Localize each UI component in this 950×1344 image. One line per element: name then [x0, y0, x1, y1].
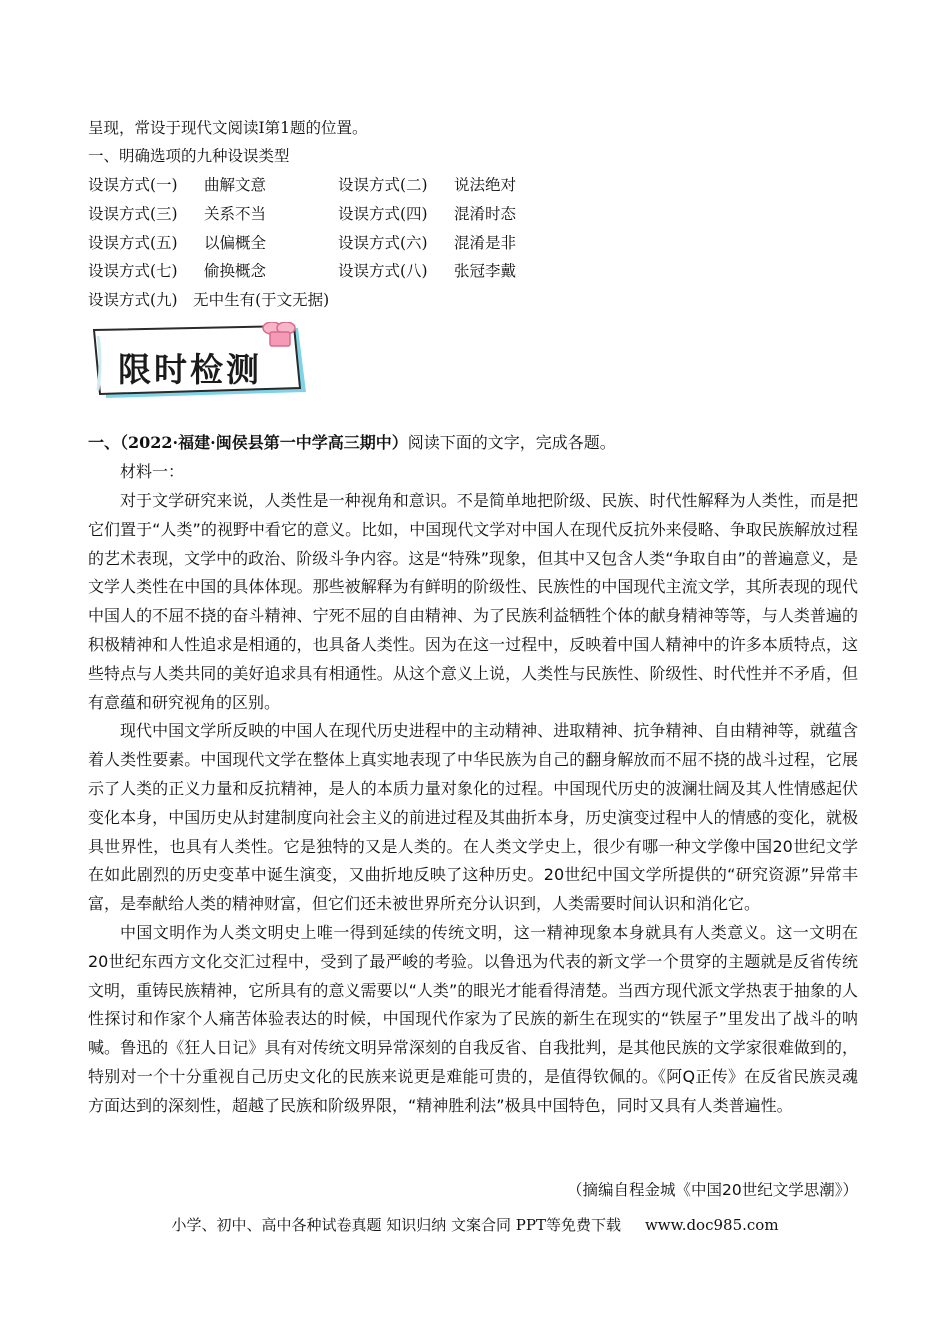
- footer: [0, 1214, 950, 1235]
- error-type-label: 设误方式(二): [338, 176, 428, 194]
- error-type-row: [88, 233, 517, 253]
- material-label-block: [88, 458, 858, 487]
- intro-line: 呈现，常设于现代文阅读Ⅰ第1题的位置。: [88, 119, 368, 137]
- error-type-value: 混淆时态: [454, 205, 517, 223]
- error-type-label: 设误方式(七): [88, 262, 178, 280]
- error-type-value: 关系不当: [204, 205, 267, 223]
- question-header: [88, 430, 616, 453]
- question-number: 一、: [88, 433, 121, 452]
- paragraph: 对于文学研究来说，人类性是一种视角和意识。不是简单地把阶级、民族、时代性解释为人类性，而是把它们置于“人类”的视野中看它的意义。比如，中国现代文学对中国人在现代反抗外来侵略、争取民族解放过程的艺术表现，文学中的政治、阶级斗争内容。这是“特殊”现象，但其中又包含人类“争取自由”的普遍意义，是文学人类性在中国的具体体现。那些被解释为有鲜明的阶级性、民族性的中国现代主流文学，其所表现的现代中国人的不屈不挠的奋斗精神、宁死不屈的自由精神、为了民族利益牺牲个体的献身精神等等，与人类普遍的积极精神和人性追求是相通的，也具备人类性。因为在这一过程中，反映着中国人精神中的许多本质特点，这些特点与人类共同的美好追求具有相通性。从这个意义上说，人类性与民族性、阶级性、时代性并不矛盾，但有意蕴和研究视角的区别。: [88, 491, 858, 712]
- footer-text: 小学、初中、高中各种试卷真题 知识归纳 文案合同 PPT等免费下载: [171, 1216, 621, 1234]
- error-type-value: 曲解文意: [204, 176, 267, 194]
- error-type-label: 设误方式(八): [338, 262, 428, 280]
- question-instruction: 阅读下面的文字，完成各题。: [407, 433, 616, 452]
- paragraph: 中国文明作为人类文明史上唯一得到延续的传统文明，这一精神现象本身就具有人类意义。这一文明在20世纪东西方文化交汇过程中，受到了最严峻的考验。以鲁迅为代表的新文学一个贯穿的主题就是反省传统文明，重铸民族精神，它所具有的意义需要以“人类”的眼光才能看得清楚。当西方现代派文学热衷于抽象的人性探讨和作家个人痛苦体验表达的时候，中国现代作家为了民族的新生在现实的“铁屋子”里发出了战斗的呐喊。鲁迅的《狂人日记》具有对传统文明异常深刻的自我反省、自我批判，是其他民族的文学家很难做到的，特别对一个十分重视自己历史文化的民族来说更是难能可贵的，是值得钦佩的。《阿Q正传》在反省民族灵魂方面达到的深刻性，超越了民族和阶级界限，“精神胜利法”极具中国特色，同时又具有人类普遍性。: [88, 922, 858, 1115]
- error-type-row: [88, 175, 517, 195]
- material-body: [88, 487, 858, 1121]
- error-type-label: 设误方式(三): [88, 205, 178, 223]
- error-type-label: 设误方式(一): [88, 176, 178, 194]
- error-type-value: 混淆是非: [454, 234, 517, 252]
- banner-title: 限时检测: [118, 350, 262, 389]
- error-type-label: 设误方式(五): [88, 234, 178, 252]
- error-type-value: 说法绝对: [454, 176, 517, 194]
- footer-url[interactable]: www.doc985.com: [644, 1216, 779, 1234]
- error-type-value: 张冠李戴: [454, 262, 517, 280]
- error-type-label: 设误方式(四): [338, 205, 428, 223]
- error-type-value: 以偏概全: [204, 234, 267, 252]
- error-type-value: 偷换概念: [204, 262, 267, 280]
- error-type-row: [88, 261, 517, 281]
- paragraph: 现代中国文学所反映的中国人在现代历史进程中的主动精神、进取精神、抗争精神、自由精神等，就蕴含着人类性要素。中国现代文学在整体上真实地表现了中华民族为自己的翻身解放而不屈不挠的战斗过程，它展示了人类的正义力量和反抗精神，是人的本质力量对象化的过程。中国现代历史的波澜壮阔及其人性情感起伏变化本身，中国历史从封建制度向社会主义的前进过程及其曲折本身，历史演变过程中人的情感的变化，就极具世界性，也具有人类性。它是独特的又是人类的。在人类文学史上，很少有哪一种文学像中国20世纪文学在如此剧烈的历史变革中诞生演变，又曲折地反映了这种历史。20世纪中国文学所提供的“研究资源”异常丰富，是奉献给人类的精神财富，但它们还未被世界所充分认识到，人类需要时间认识和消化它。: [88, 721, 858, 914]
- error-type-row-9: 设误方式(九) 无中生有(于文无据): [88, 291, 330, 309]
- citation: （摘编自程金城《中国20世纪文学思潮》）: [567, 1181, 858, 1199]
- section-banner: [92, 322, 316, 402]
- error-type-label: 设误方式(六): [338, 234, 428, 252]
- error-type-row: [88, 204, 517, 224]
- material-label: 材料一：: [120, 462, 185, 481]
- question-source: （2022·福建·闽侯县第一中学高三期中）: [120, 433, 408, 452]
- section-heading: 一、明确选项的九种设误类型: [88, 147, 290, 165]
